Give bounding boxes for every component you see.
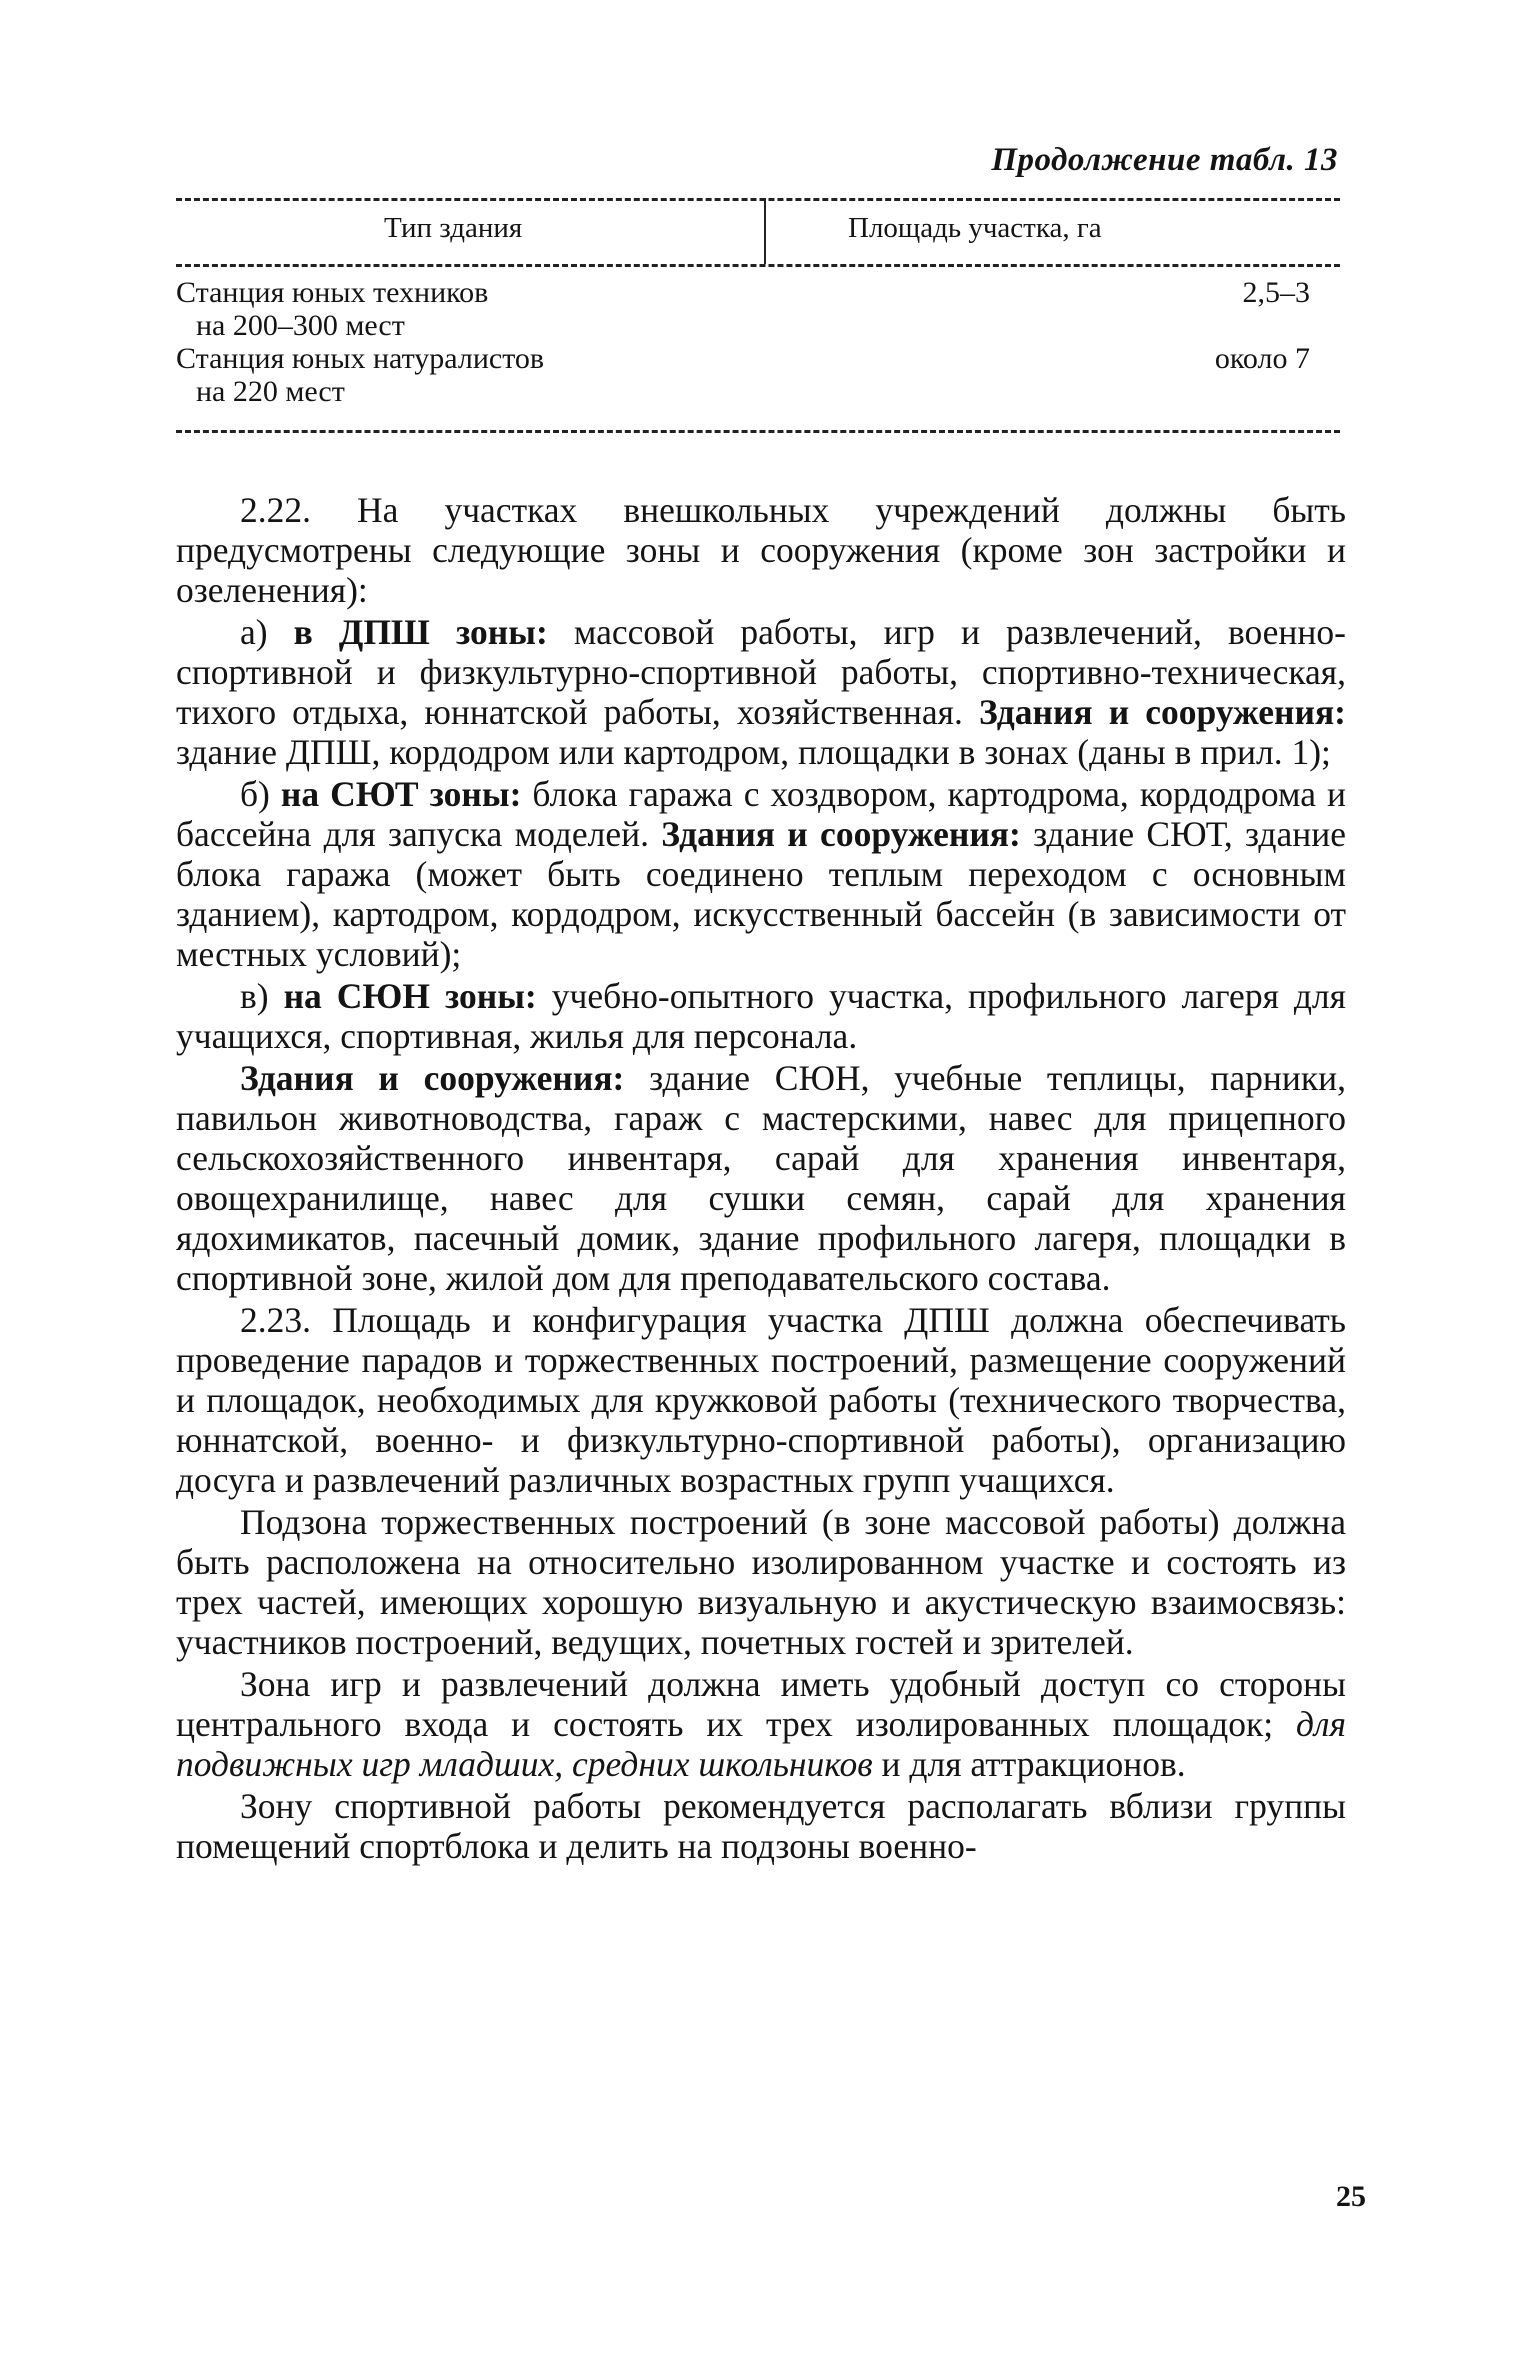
paragraph-2-22: 2.22. На участках внешкольных учреждений должны быть предусмотрены следующие зоны и сооружения (кроме зон застройки и озеленения):: [176, 490, 1346, 610]
table-caption: Продолжение табл. 13: [991, 142, 1338, 178]
table-header-rule: [176, 264, 1340, 267]
paragraph-item-b: б) на СЮТ зоны: блока гаража с хоздвором, картодрома, кордодрома и бассейна для запуска моделей. Здания и сооружения: здание СЮТ, здание блока гаража (может быть соединено теплым переходом с основным зданием), картодром, кордодром, искусственный бассейн (в зависимости от местных условий);: [176, 774, 1346, 974]
table-header-type: Тип здания: [384, 212, 523, 244]
paragraph-2-23: 2.23. Площадь и конфигурация участка ДПШ должна обеспечивать проведение парадов и торжественных построений, размещение сооружений и площадок, необходимых для кружковой работы (технического творчества, юннатской, военно- и физкультурно-спортивной работы), организацию досуга и развлечений различных возрастных групп учащихся.: [176, 1300, 1346, 1500]
table-cell-type: Станция юных натуралистов на 220 мест: [176, 342, 545, 408]
paragraph-buildings: Здания и сооружения: здание СЮН, учебные теплицы, парники, павильон животноводства, гараж с мастерскими, навес для прицепного сельскохозяйственного инвентаря, сарай для хранения инвентаря, овощехранилище, навес для сушки семян, сарай для хранения ядохимикатов, пасечный домик, здание профильного лагеря, площадки в спортивной зоне, жилой дом для преподавательского состава.: [176, 1058, 1346, 1298]
page-number: 25: [1336, 2180, 1366, 2213]
table-header-area: Площадь участка, га: [848, 212, 1102, 244]
table-top-rule: [176, 198, 1340, 201]
table-bottom-rule: [176, 430, 1340, 433]
table-cell-area: около 7: [1214, 342, 1310, 375]
paragraph-item-a: а) в ДПШ зоны: массовой работы, игр и развлечений, военно-спортивной и физкультурно-спортивной работы, спортивно-техническая, тихого отдыха, юннатской работы, хозяйственная. Здания и сооружения: здание ДПШ, кордодром или картодром, площадки в зонах (даны в прил. 1);: [176, 612, 1346, 772]
paragraph-game-zone: Зона игр и развлечений должна иметь удобный доступ со стороны центрального входа и состоять их трех изолированных площадок; для подвижных игр младших, средних школьников и для аттракционов.: [176, 1664, 1346, 1784]
table-cell-area: 2,5–3: [1242, 276, 1310, 309]
paragraph-item-c: в) на СЮН зоны: учебно-опытного участка, профильного лагеря для учащихся, спортивная, жилья для персонала.: [176, 976, 1346, 1056]
paragraph-podzona: Подзона торжественных построений (в зоне массовой работы) должна быть расположена на относительно изолированном участке и состоять из трех частей, имеющих хорошую визуальную и акустическую взаимосвязь: участников построений, ведущих, почетных гостей и зрителей.: [176, 1502, 1346, 1662]
body-text: [176, 490, 1346, 1868]
paragraph-sport-zone: Зону спортивной работы рекомендуется располагать вблизи группы помещений спортблока и делить на подзоны военно-: [176, 1786, 1346, 1866]
table-cell-type: Станция юных техников на 200–300 мест: [176, 276, 489, 342]
table-header-divider: [764, 198, 766, 264]
